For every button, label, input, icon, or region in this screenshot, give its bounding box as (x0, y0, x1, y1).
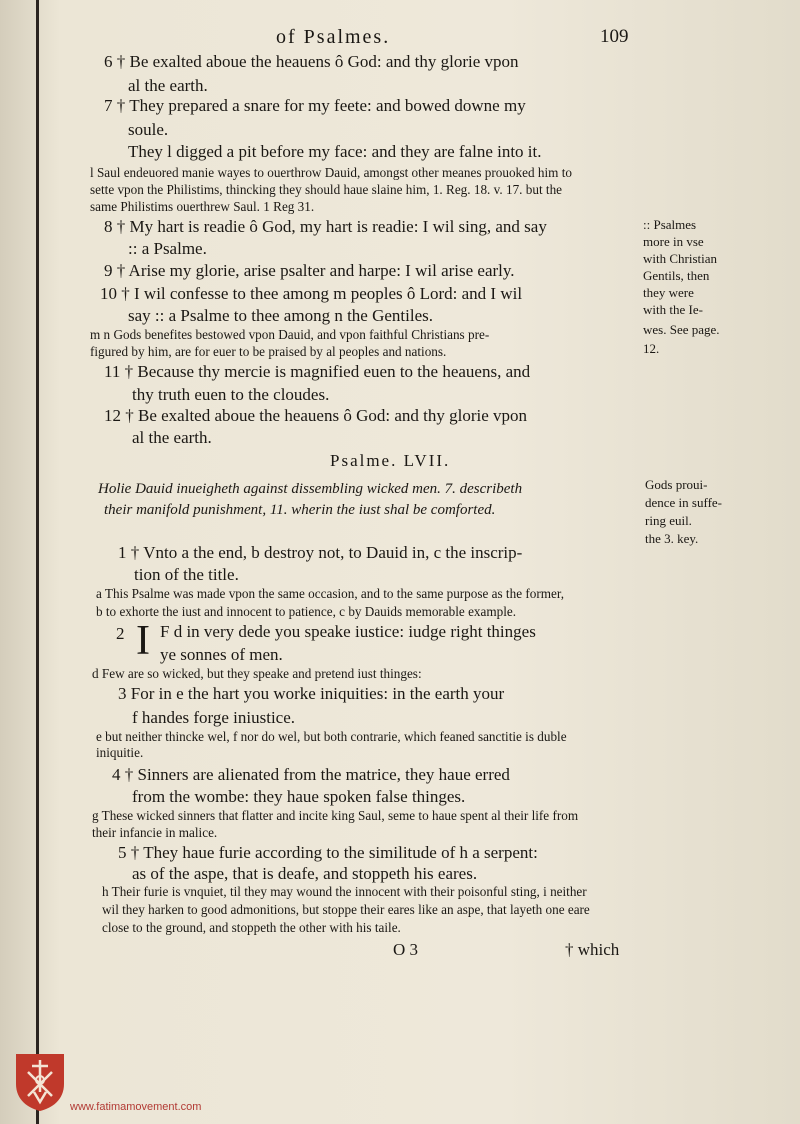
verse-line: from the wombe: they haue spoken false thinges. (132, 787, 466, 806)
verse-line: soule. (128, 120, 169, 139)
signature-mark: O 3 (393, 940, 419, 959)
page-number: 109 (600, 26, 629, 47)
annotation-line: sette vpon the Philistims, thincking they should haue slaine him, 1. Reg. 18. v. 17. but the (90, 182, 563, 197)
verse-line: as of the aspe, that is deafe, and stoppeth his eares. (132, 864, 478, 883)
verse-line: 5 † They haue furie according to the similitude of h a serpent: (118, 843, 538, 862)
verse-line: F d in very dede you speake iustice: iudge right thinges (160, 622, 536, 641)
margin-note: ring euil. (645, 513, 692, 528)
annotation-line: close to the ground, and stoppeth the other with his taile. (102, 920, 401, 935)
argument-line: Holie Dauid inueigheth against dissembling wicked men. 7. describeth (98, 481, 523, 497)
verse-line: 6 † Be exalted aboue the heauens ô God: and thy glorie vpon (104, 52, 519, 71)
website-link[interactable]: www.fatimamovement.com (70, 1101, 202, 1113)
annotation-line: e but neither thincke wel, f nor do wel, but both contrarie, which feaned sanctitie is duble (96, 729, 567, 744)
annotation-line: d Few are so wicked, but they speake and pretend iust thinges: (92, 666, 422, 681)
margin-note: they were (643, 285, 694, 300)
margin-note: with Christian (643, 251, 718, 266)
verse-line: al the earth. (128, 76, 208, 95)
annotation-line: same Philistims ouerthrew Saul. 1 Reg 31. (90, 199, 315, 214)
verse-line: 4 † Sinners are alienated from the matrice, they haue erred (112, 765, 510, 784)
verse-line: say :: a Psalme to thee among n the Gentiles. (128, 306, 433, 325)
keys-emblem-icon (14, 1052, 66, 1112)
annotation-line: h Their furie is vnquiet, til they may wound the innocent with their poisonful sting, i neither (102, 884, 587, 899)
verse-line: ye sonnes of men. (160, 645, 283, 664)
annotation-line: iniquitie. (96, 745, 144, 760)
annotation-line: m n Gods benefites bestowed vpon Dauid, and vpon faithful Christians pre- (90, 327, 490, 342)
verse-number: 2 (116, 624, 125, 643)
verse-line: al the earth. (132, 428, 212, 447)
verse-line: tion of the title. (134, 565, 239, 584)
margin-note: :: Psalmes (643, 217, 697, 232)
verse-line: 11 † Because thy mercie is magnified euen to the heauens, and (104, 362, 531, 381)
annotation-line: l Saul endeuored manie wayes to ouerthrow Dauid, amongst other meanes prouoked him to (90, 165, 572, 180)
catchword: † which (565, 940, 620, 959)
annotation-line: g These wicked sinners that flatter and incite king Saul, seme to haue spent al their life from (92, 808, 579, 823)
margin-note: 12. (643, 341, 660, 356)
verse-line: 7 † They prepared a snare for my feete: and bowed downe my (104, 96, 526, 115)
verse-line: 10 † I wil confesse to thee among m peoples ô Lord: and I wil (100, 284, 523, 303)
verse-line: :: a Psalme. (128, 239, 207, 258)
annotation-line: their infancie in malice. (92, 825, 218, 840)
running-title: of Psalmes. (276, 26, 391, 48)
psalm-heading: Psalme. LVII. (330, 451, 451, 470)
margin-note: with the Ie- (643, 302, 703, 317)
binding-gutter (36, 0, 39, 1124)
verse-line: thy truth euen to the cloudes. (132, 385, 330, 404)
margin-note: the 3. key. (645, 531, 699, 546)
annotation-line: a This Psalme was made vpon the same occasion, and to the same purpose as the former, (96, 586, 564, 601)
verse-line: 1 † Vnto a the end, b destroy not, to Dauid in, c the inscrip- (118, 543, 523, 562)
verse-line: f handes forge iniustice. (132, 708, 296, 727)
margin-note: Gods proui- (645, 477, 708, 492)
verse-line: 8 † My hart is readie ô God, my hart is readie: I wil sing, and say (104, 217, 547, 236)
margin-note: wes. See page. (643, 322, 720, 337)
drop-cap: I (136, 618, 150, 664)
verse-line: 9 † Arise my glorie, arise psalter and harpe: I wil arise early. (104, 261, 515, 280)
argument-line: their manifold punishment, 11. wherin the iust shal be comforted. (104, 502, 496, 518)
margin-note: more in vse (643, 234, 704, 249)
annotation-line: figured by him, are for euer to be praised by al peoples and nations. (90, 344, 447, 359)
verse-line: 3 For in e the hart you worke iniquities: in the earth your (118, 684, 505, 703)
verse-line: They l digged a pit before my face: and they are falne into it. (128, 142, 542, 161)
annotation-line: b to exhorte the iust and innocent to patience, c by Dauids memorable example. (96, 604, 517, 619)
margin-note: dence in suffe- (645, 495, 723, 510)
annotation-line: wil they harken to good admonitions, but stoppe their eares like an aspe, that layeth one eare (102, 902, 590, 917)
margin-note: Gentils, then (643, 268, 710, 283)
verse-line: 12 † Be exalted aboue the heauens ô God: and thy glorie vpon (104, 406, 527, 425)
